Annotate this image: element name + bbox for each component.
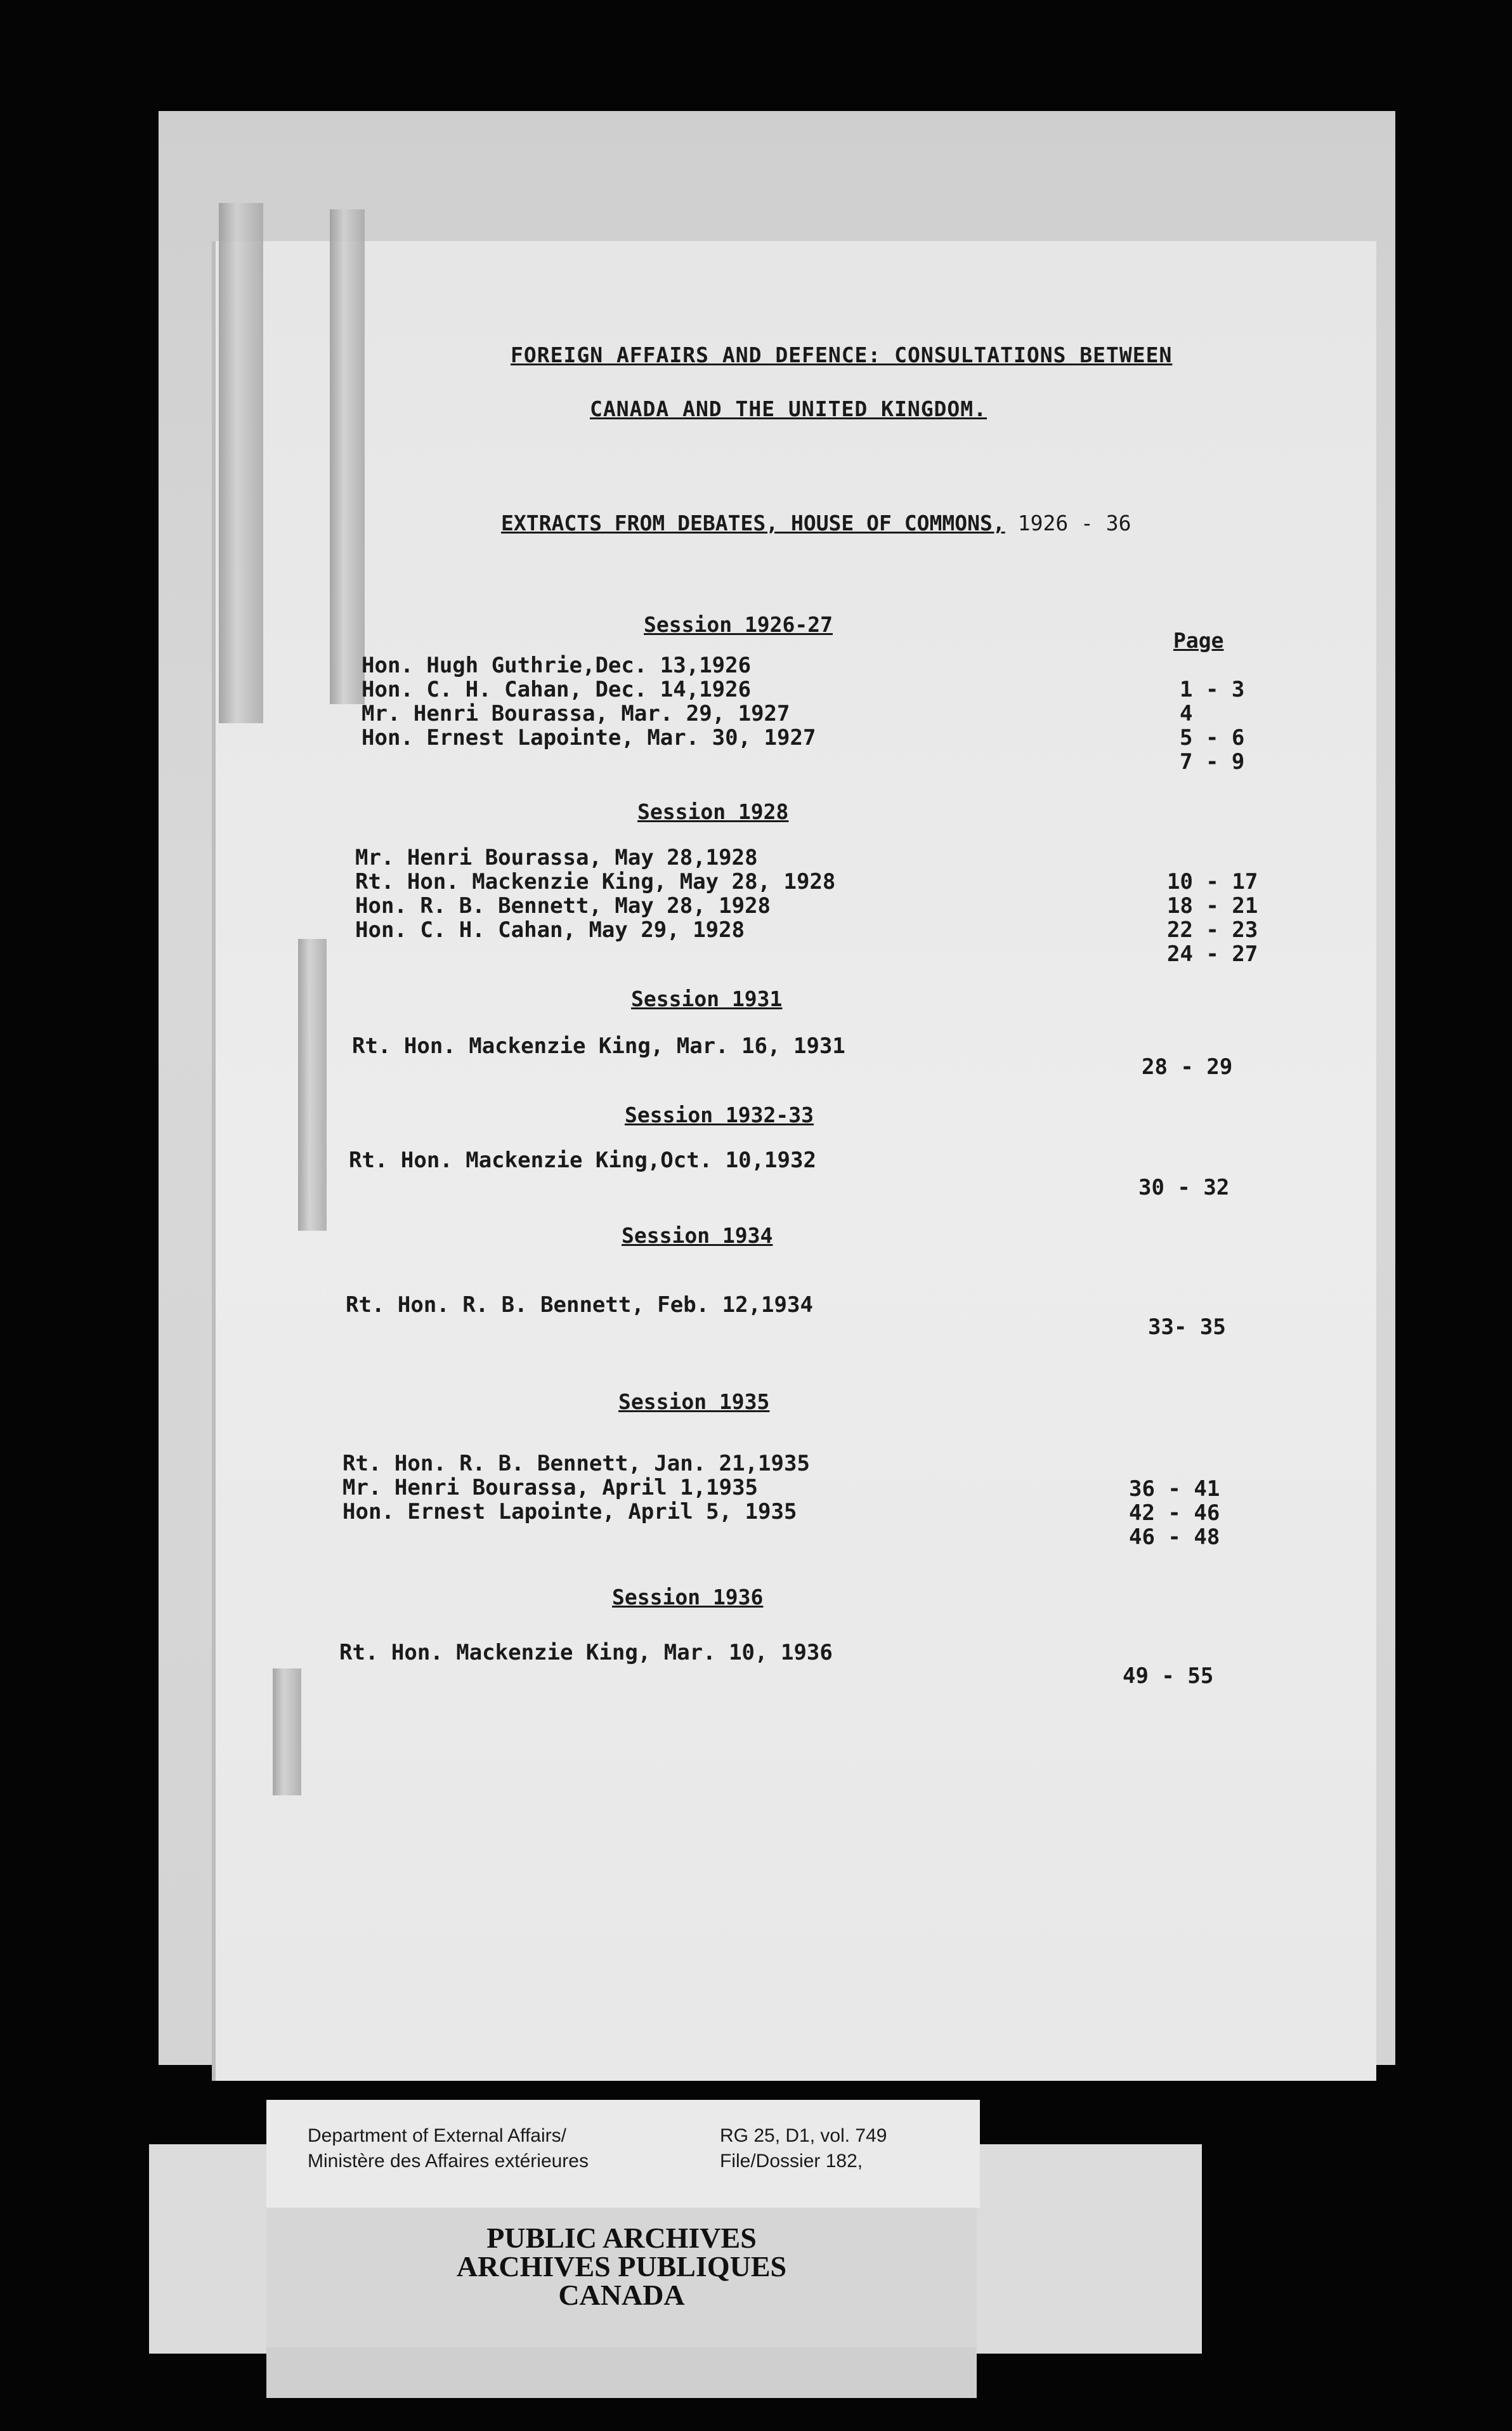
tape-strip (219, 203, 263, 723)
session-entry-speaker: Hon. C. H. Cahan, May 29, 1928 (355, 917, 745, 943)
session-heading: Session 1931 (631, 986, 783, 1011)
archive-banner-line-3: CANADA (558, 2279, 685, 2311)
session-entry-pages: 10 - 17 (1167, 869, 1258, 894)
department-name-fr: Ministère des Affaires extérieures (308, 2151, 589, 2172)
session-entry-pages: 7 - 9 (1180, 749, 1245, 775)
session-entry-pages: 5 - 6 (1180, 725, 1245, 750)
archive-banner-bottom (266, 2347, 977, 2398)
session-entry-pages: 18 - 21 (1167, 893, 1258, 919)
session-heading: Session 1934 (622, 1223, 773, 1248)
tape-strip (273, 1668, 301, 1795)
session-entry-speaker: Hon. Ernest Lapointe, April 5, 1935 (342, 1499, 797, 1524)
document-title-line-1: FOREIGN AFFAIRS AND DEFENCE: CONSULTATIONS BETWEEN (511, 343, 1173, 367)
session-entry-speaker: Mr. Henri Bourassa, April 1,1935 (342, 1475, 759, 1500)
document-title-line-2: CANADA AND THE UNITED KINGDOM. (590, 396, 987, 421)
session-entry-speaker: Rt. Hon. R. B. Bennett, Feb. 12,1934 (346, 1292, 813, 1318)
archive-banner-line-1: PUBLIC ARCHIVES (486, 2222, 757, 2254)
session-heading: Session 1936 (612, 1585, 764, 1609)
session-entry-speaker: Mr. Henri Bourassa, May 28,1928 (355, 845, 758, 870)
session-entry-pages: 4 (1180, 701, 1193, 726)
session-entry-pages: 28 - 29 (1142, 1054, 1233, 1080)
file-dossier-number: File/Dossier 182, (720, 2151, 863, 2172)
session-entry-pages: 36 - 41 (1129, 1476, 1220, 1502)
session-entry-speaker: Hon. Ernest Lapointe, Mar. 30, 1927 (362, 725, 816, 750)
session-entry-pages: 30 - 32 (1138, 1175, 1230, 1200)
session-entry-pages: 42 - 46 (1129, 1500, 1220, 1526)
subtitle-text: EXTRACTS FROM DEBATES, HOUSE OF COMMONS, (501, 511, 1005, 535)
session-heading: Session 1932-33 (625, 1103, 814, 1127)
session-entry-pages: 24 - 27 (1167, 941, 1258, 967)
subtitle-years: 1926 - 36 (1017, 511, 1131, 535)
session-entry-speaker: Rt. Hon. Mackenzie King,Oct. 10,1932 (349, 1148, 816, 1173)
session-entry-speaker: Rt. Hon. Mackenzie King, Mar. 10, 1936 (339, 1640, 833, 1665)
document-subtitle (501, 511, 1131, 535)
session-heading: Session 1926-27 (644, 612, 833, 637)
session-entry-pages: 22 - 23 (1167, 917, 1258, 943)
session-entry-pages: 33- 35 (1148, 1314, 1226, 1340)
archive-banner-line-2: ARCHIVES PUBLIQUES (456, 2250, 787, 2283)
session-entry-pages: 1 - 3 (1180, 677, 1245, 702)
session-entry-speaker: Rt. Hon. R. B. Bennett, Jan. 21,1935 (342, 1451, 810, 1476)
session-entry-speaker: Rt. Hon. Mackenzie King, May 28, 1928 (355, 869, 836, 894)
record-group-reference: RG 25, D1, vol. 749 (720, 2125, 887, 2146)
page-column-heading: Page (1173, 628, 1224, 653)
session-heading: Session 1935 (618, 1389, 770, 1414)
session-entry-speaker: Hon. Hugh Guthrie,Dec. 13,1926 (362, 653, 752, 678)
session-entry-speaker: Rt. Hon. Mackenzie King, Mar. 16, 1931 (352, 1033, 845, 1059)
session-entry-pages: 49 - 55 (1123, 1663, 1214, 1689)
document-content (339, 343, 1268, 1738)
session-entry-pages: 46 - 48 (1129, 1524, 1220, 1550)
archive-reference-label (266, 2100, 980, 2208)
session-entry-speaker: Hon. C. H. Cahan, Dec. 14,1926 (362, 677, 752, 702)
department-name-en: Department of External Affairs/ (308, 2125, 566, 2146)
tape-strip (298, 939, 327, 1231)
session-heading: Session 1928 (637, 799, 789, 824)
session-entry-speaker: Hon. R. B. Bennett, May 28, 1928 (355, 893, 771, 919)
session-entry-speaker: Mr. Henri Bourassa, Mar. 29, 1927 (362, 701, 790, 726)
